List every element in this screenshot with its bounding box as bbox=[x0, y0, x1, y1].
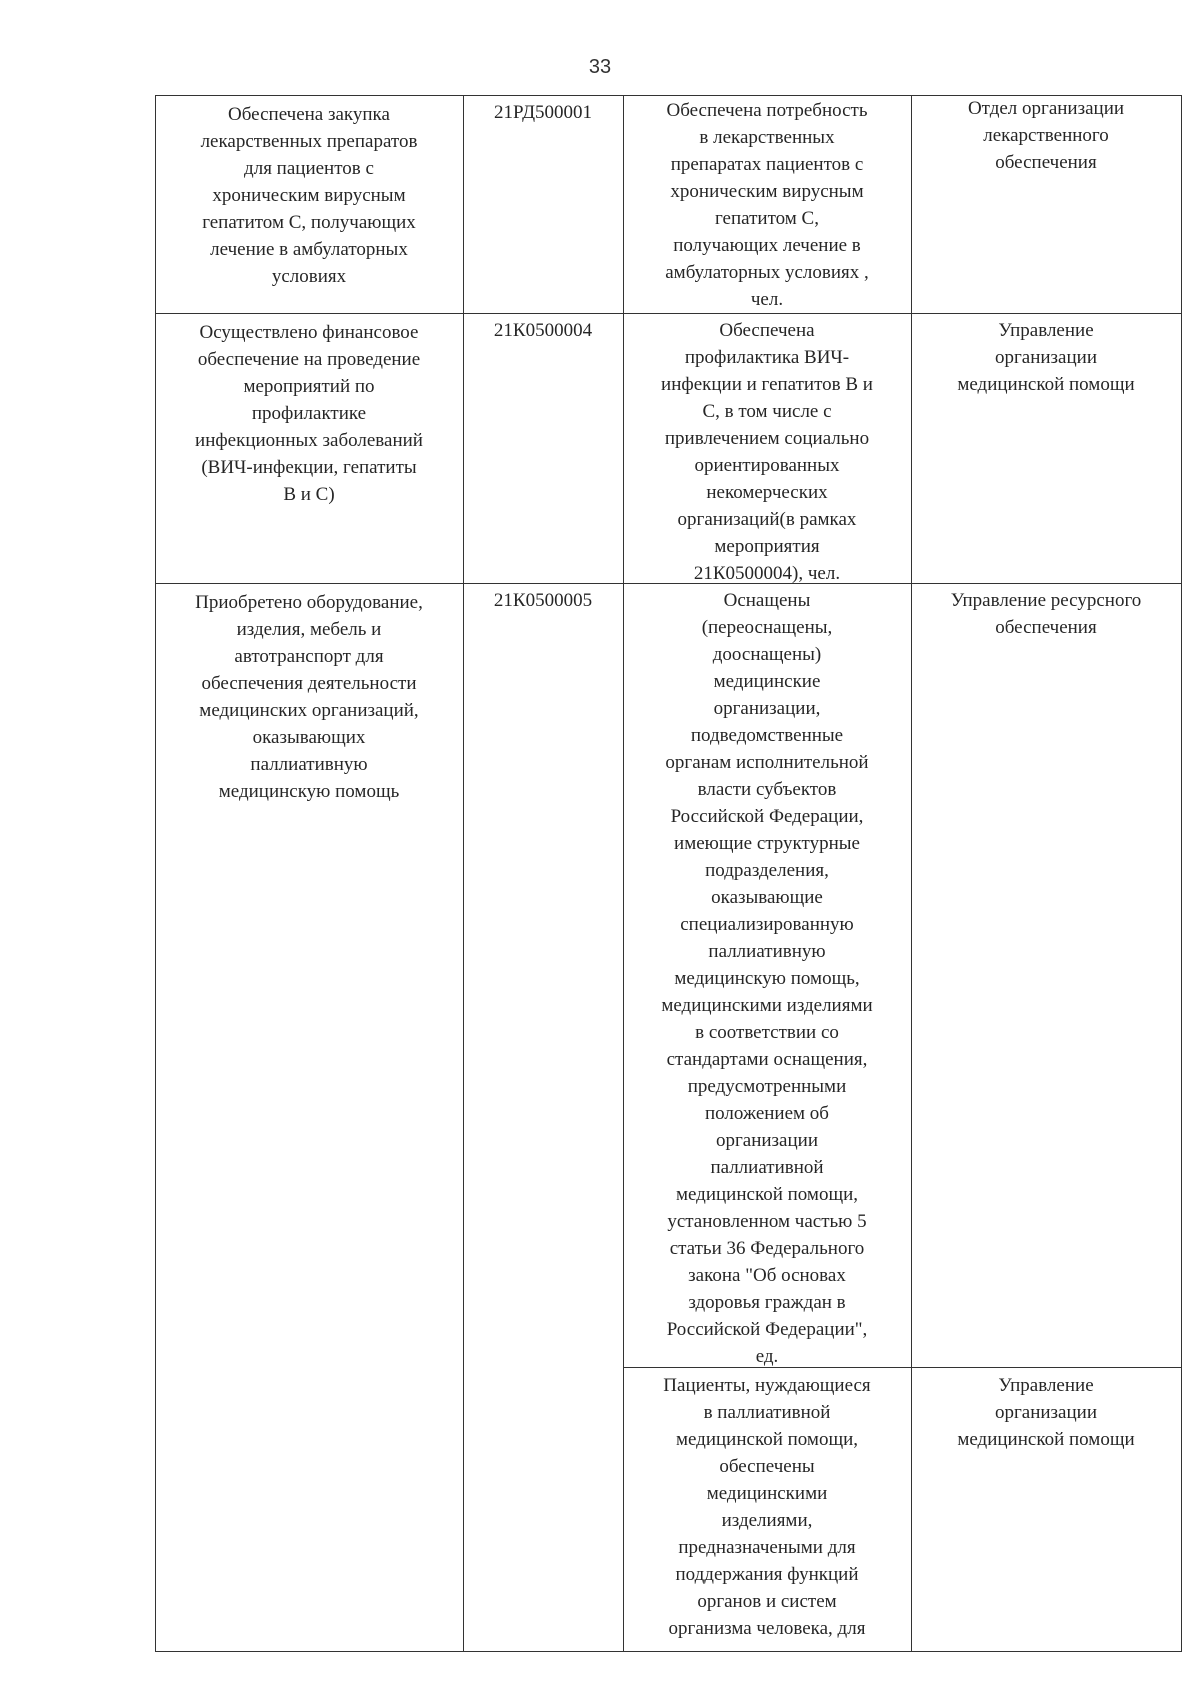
responsible-cell: Управление организации медицинской помощи bbox=[957, 1375, 1135, 1450]
indicator-cell: Обеспечена потребность в лекарственных препаратах пациентов с хроническим вирусным гепатитом С, получающих лечение в амбулаторных условиях , чел. bbox=[665, 100, 869, 310]
responsible-cell: Управление ресурсного обеспечения bbox=[950, 590, 1142, 638]
row-divider bbox=[155, 313, 1182, 314]
indicator-cell: Обеспечена профилактика ВИЧ- инфекции и гепатитов В и С, в том числе с привлечением социально ориентированных некомерческих организаций(в рамках мероприятия 21К0500004), чел. bbox=[661, 320, 873, 584]
code-cell: 21К0500004 bbox=[493, 320, 593, 341]
table-border-bottom bbox=[155, 1651, 1182, 1652]
page-number: 33 bbox=[588, 56, 612, 78]
result-cell: Обеспечена закупка лекарственных препаратов для пациентов с хроническим вирусным гепатитом С, получающих лечение в амбулаторных условиях bbox=[200, 104, 418, 287]
column-divider bbox=[911, 95, 912, 1652]
responsible-cell: Управление организации медицинской помощи bbox=[957, 320, 1135, 395]
code-cell: 21К0500005 bbox=[493, 590, 593, 611]
results-table bbox=[155, 95, 1182, 1652]
result-cell: Осуществлено финансовое обеспечение на проведение мероприятий по профилактике инфекционных заболеваний (ВИЧ-инфекции, гепатиты В и С) bbox=[195, 322, 423, 505]
responsible-cell: Отдел организации лекарственного обеспечения bbox=[967, 98, 1125, 173]
result-cell: Приобретено оборудование, изделия, мебель и автотранспорт для обеспечения деятельности медицинских организаций, оказывающих паллиативную медицинскую помощь bbox=[195, 592, 423, 802]
indicator-cell: Оснащены (переоснащены, дооснащены) медицинские организации, подведомственные органам исполнительной власти субъектов Российской Федерации, имеющие структурные подразделения, оказывающие специализированную паллиативную медицинскую помощь, медицинскими изделиями в соответствии со стандартами оснащения, предусмотренными положением об организации паллиативной медицинской помощи, установленном частью 5 статьи 36 Федерального закона "Об основах здоровья граждан в Российской Федерации", ед. bbox=[661, 590, 873, 1367]
indicator-cell: Пациенты, нуждающиеся в паллиативной медицинской помощи, обеспечены медицинскими изделиями, предназначеными для поддержания функций органов и систем организма человека, для bbox=[663, 1375, 871, 1639]
column-divider bbox=[463, 95, 464, 1652]
table-border-right bbox=[1181, 95, 1182, 1652]
table-border-left bbox=[155, 95, 156, 1652]
column-divider bbox=[623, 95, 624, 1652]
code-cell: 21РД500001 bbox=[493, 102, 593, 123]
